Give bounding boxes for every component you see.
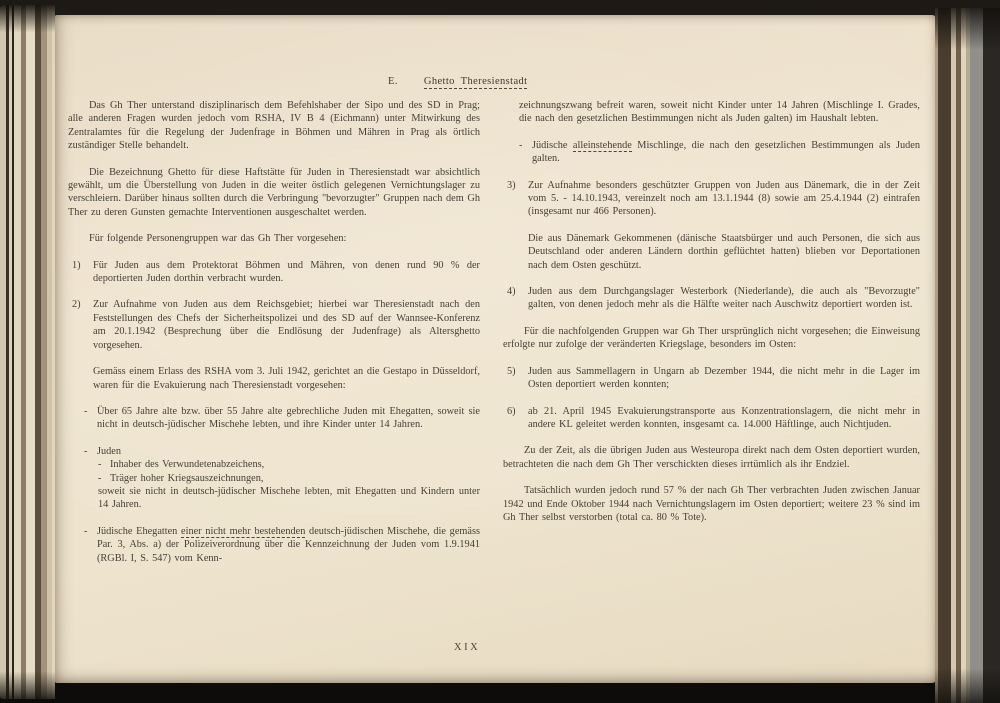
text-segment: deutsch-jüdischen Mischehe, die gemäss Par. 3, Abs. a) der Polizeiverordnung über die Kennzeichnung der Juden vom 1.9.1941 (RGBl. I, S. 547) vom Kenn- xyxy=(97,525,480,564)
continuation-text xyxy=(519,99,920,126)
text-segment: Mischlinge, die nach den gesetzlichen Bestimmungen als Juden galten. xyxy=(532,139,920,165)
page-number: XIX xyxy=(454,642,481,653)
underlined-phrase: einer nicht mehr bestehenden xyxy=(181,525,306,537)
text-segment: Juden xyxy=(97,445,122,457)
list-marker: - xyxy=(84,525,88,537)
numbered-item xyxy=(503,179,920,219)
book-fore-edge-right xyxy=(935,8,1000,703)
list-marker: - xyxy=(519,139,523,151)
continuation-text xyxy=(98,485,480,512)
sub-dash-item xyxy=(98,458,480,471)
paragraph xyxy=(503,484,920,524)
list-marker: 2) xyxy=(72,299,81,311)
text-segment: Jüdische xyxy=(532,139,573,151)
text-segment: Die Bezeichnung Ghetto für diese Haftstätte für Juden in Theresienstadt war absichtlich gewählt, um die Überstellung von Juden in die weiter östlich gelegenen Vernichtungslager zu verschleiern. Darüber hinaus sollten durch die Verbringung "bevorzugter" Gruppen nach dem Gh Ther zu deren Gunsten gemachte Interventionen ausgeschaltet werden. xyxy=(68,166,480,218)
section-title: Ghetto Theresienstadt xyxy=(423,76,528,87)
numbered-item xyxy=(503,405,920,432)
text-segment: Juden aus Sammellagern in Ungarn ab Dezember 1944, die nicht mehr in die Lager im Osten deportiert werden konnten; xyxy=(528,365,920,391)
text-segment: Träger hoher Kriegsauszeichnungen, xyxy=(110,472,264,484)
list-marker: 4) xyxy=(507,286,516,298)
stacked-page-edges-left xyxy=(0,5,55,699)
paragraph xyxy=(68,232,480,245)
text-segment: zeichnungszwang befreit waren, soweit nicht Kinder unter 14 Jahren (Mischlinge I. Grades, die nach den gesetzlichen Bestimmungen nicht als Juden galten) im Haushalt lebten. xyxy=(519,100,920,125)
paragraph xyxy=(68,166,480,220)
text-segment: Für Juden aus dem Protektorat Böhmen und Mähren, von denen rund 90 % der deportierten Juden dorthin verbracht wurden. xyxy=(93,259,480,285)
list-marker: - xyxy=(84,405,88,417)
dash-item xyxy=(84,445,480,458)
text-segment: Über 65 Jahre alte bzw. über 55 Jahre alte gebrechliche Juden mit Ehegatten, soweit sie nicht in deutsch-jüdischer Mischehe lebten, und ihre Kinder unter 14 Jahren. xyxy=(97,405,480,431)
paragraph xyxy=(503,444,920,471)
numbered-item xyxy=(503,285,920,312)
list-marker: - xyxy=(84,445,88,457)
text-segment: Inhaber des Verwundetenabzeichens, xyxy=(110,459,265,471)
sub-dash-item xyxy=(98,472,480,485)
dash-item xyxy=(519,139,920,166)
list-marker: - xyxy=(98,459,102,471)
list-marker: 3) xyxy=(507,179,516,191)
list-marker: 1) xyxy=(72,259,81,271)
numbered-item xyxy=(503,365,920,392)
list-marker: 6) xyxy=(507,405,516,417)
text-segment: Juden aus dem Durchgangslager Westerbork (Niederlande), die auch als "Bevorzugte" galten, von denen jedoch mehr als die Hälfte weiter nach Auschwitz deportiert worden ist. xyxy=(528,286,920,311)
dash-item xyxy=(84,525,480,565)
underlined-phrase: alleinstehende xyxy=(572,139,632,151)
sub-paragraph xyxy=(528,232,920,272)
text-segment: Zur Aufnahme von Juden aus dem Reichsgebiet; hierbei war Theresienstadt nach den Feststellungen des Chefs der Sicherheitspolizei und des SD auf der Wannsee-Konferenz am 20.1.1942 (Besprechung über die Endlösung der Judenfrage) als Altersghetto vorgesehen. xyxy=(93,299,480,351)
left-column xyxy=(68,99,480,565)
list-marker: 5) xyxy=(507,365,516,377)
list-marker: - xyxy=(98,472,102,484)
paragraph xyxy=(503,325,920,352)
text-segment: Tatsächlich wurden jedoch rund 57 % der nach Gh Ther verbrachten Juden zwischen Januar 1942 und Ende Oktober 1944 nach Vernichtungslagern im Osten deportiert; weitere 23 % sind im Gh Ther selbst verstorben (total ca. 80 % Tote). xyxy=(503,485,920,523)
text-segment: soweit sie nicht in deutsch-jüdischer Mischehe lebten, mit Ehegatten und Kindern unter 14 Jahren. xyxy=(98,485,480,511)
right-column xyxy=(503,99,920,565)
sub-paragraph xyxy=(93,365,480,392)
text-segment: Gemäss einem Erlass des RSHA vom 3. Juli 1942, gerichtet an die Gestapo in Düsseldorf, waren für die Evakuierung nach Theresienstadt vorgesehen: xyxy=(93,366,480,391)
text-segment: Für die nachfolgenden Gruppen war Gh Ther ursprünglich nicht vorgesehen; die Einweisung erfolgte nur zufolge der veränderten Kriegslage, besonders im Osten: xyxy=(503,325,920,351)
dash-item xyxy=(84,405,480,432)
text-segment: Das Gh Ther unterstand disziplinarisch dem Befehlshaber der Sipo und des SD in Prag; alle anderen Fragen wurden jedoch vom RSHA, IV B 4 (Eichmann) unter Mitwirkung des Zentralamtes für die Regelung der Judenfrage in Böhmen und Mähren in Prag als örtlich zuständiger Stelle behandelt. xyxy=(68,100,480,152)
text-segment: Die aus Dänemark Gekommenen (dänische Staatsbürger und auch Personen, die sich aus Deutschland oder anderen Ländern dorthin geflüchtet hatten) blieben vor Deportationen nach dem Osten geschützt. xyxy=(528,232,920,271)
text-segment: ab 21. April 1945 Evakuierungstransporte aus Konzentrationslagern, die nicht mehr in andere KL geleitet werden konnten, insgesamt ca. 14.000 Häftlinge, auch Nichtjuden. xyxy=(528,405,920,430)
text-segment: Zur Aufnahme besonders geschützter Gruppen von Juden aus Dänemark, die in der Zeit vom 5. - 14.10.1943, vereinzelt noch am 13.1.1944 (8) sowie am 25.4.1944 (2) eintrafen (insgesamt nur 466 Personen). xyxy=(528,179,920,218)
section-letter: E. xyxy=(388,76,398,87)
numbered-item xyxy=(68,298,480,352)
text-segment: Jüdische Ehegatten xyxy=(97,525,182,537)
section-heading xyxy=(388,76,527,87)
text-columns xyxy=(68,99,920,565)
book-page xyxy=(55,15,936,683)
text-segment: Für folgende Personengruppen war das Gh Ther vorgesehen: xyxy=(89,233,347,245)
numbered-item xyxy=(68,259,480,286)
paragraph xyxy=(68,99,480,153)
text-segment: Zu der Zeit, als die übrigen Juden aus Westeuropa direkt nach dem Osten deportiert wurden, betrachteten die nach dem Gh Ther verschickten dieses irrtümlich als ihr Endziel. xyxy=(503,445,920,470)
